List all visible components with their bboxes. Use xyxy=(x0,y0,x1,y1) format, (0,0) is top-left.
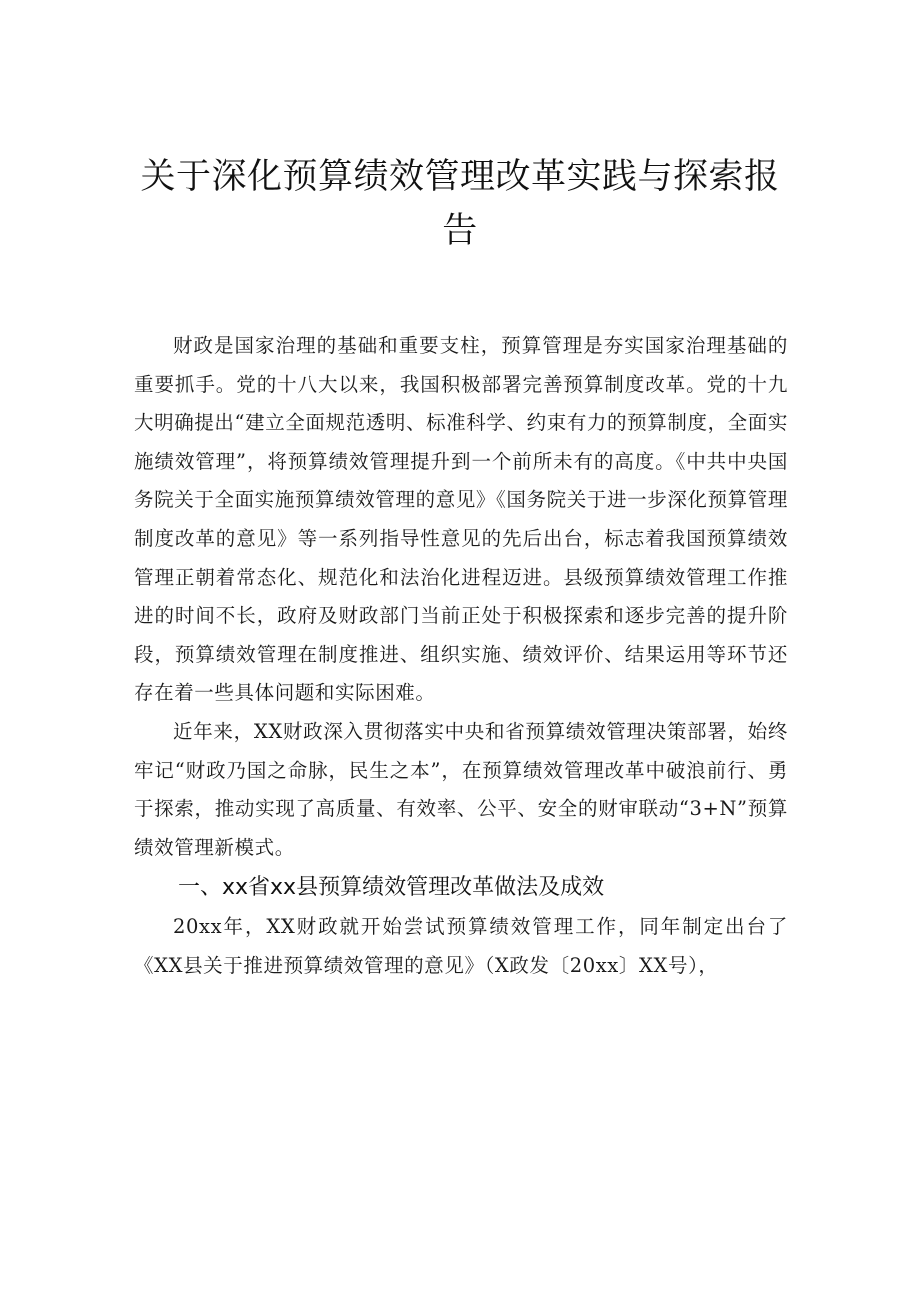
document-title: 关于深化预算绩效管理改革实践与探索报告 xyxy=(140,157,780,251)
paragraph-section-start: 20xx年，XX财政就开始尝试预算绩效管理工作，同年制定出台了《XX县关于推进预算绩效管理的意见》（X政发〔20xx〕XX号）， xyxy=(134,915,788,977)
paragraph-recent-years: 近年来，XX财政深入贯彻落实中央和省预算绩效管理决策部署，始终牢记“财政乃国之命脉，民生之本”，在预算绩效管理改革中破浪前行、勇于探索，推动实现了高质量、有效率、公平、安全的财审联动“3+N”预算绩效管理新模式。 xyxy=(134,719,788,859)
paragraph-intro: 财政是国家治理的基础和重要支柱，预算管理是夯实国家治理基础的重要抓手。党的十八大以来，我国积极部署完善预算制度改革。党的十九大明确提出“建立全面规范透明、标准科学、约束有力的预算制度，全面实施绩效管理”，将预算绩效管理提升到一个前所未有的高度。《中共中央国务院关于全面实施预算绩效管理的意见》《国务院关于进一步深化预算管理制度改革的意见》等一系列指导性意见的先后出台，标志着我国预算绩效管理正朝着常态化、规范化和法治化进程迈进。县级预算绩效管理工作推进的时间不长，政府及财政部门当前正处于积极探索和逐步完善的提升阶段，预算绩效管理在制度推进、组织实施、绩效评价、结果运用等环节还存在着一些具体问题和实际困难。 xyxy=(134,334,788,705)
section-heading: 一、xx省xx县预算绩效管理改革做法及成效 xyxy=(178,875,605,901)
document-body xyxy=(134,327,788,986)
